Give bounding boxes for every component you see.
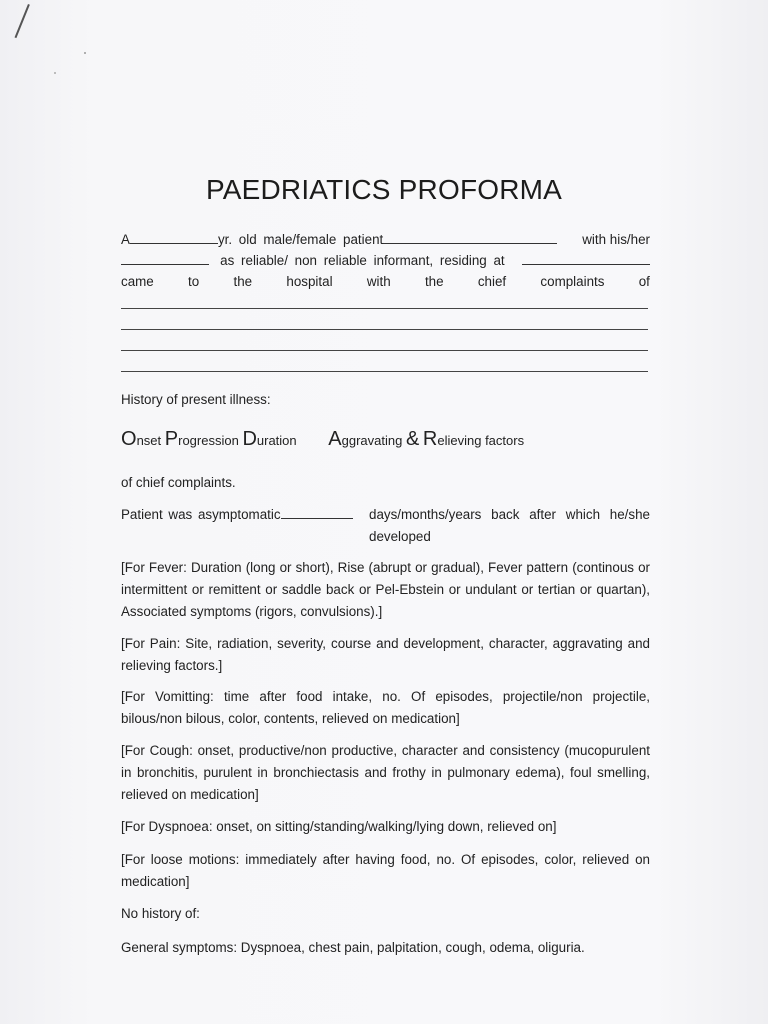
of-chief-complaints: of chief complaints. — [121, 475, 236, 490]
word: complaints — [540, 274, 605, 289]
complaint-line-1[interactable] — [121, 308, 648, 309]
word: came — [121, 274, 154, 289]
dyspnoea-para: [For Dyspnoea: onset, on sitting/standing/walking/lying down, relieved on] — [121, 819, 557, 834]
opd-rest: elieving factors — [437, 433, 525, 448]
intro-line-2 — [121, 250, 650, 272]
word: hospital — [286, 274, 333, 289]
word: of — [638, 274, 650, 289]
history-heading: History of present illness: — [121, 392, 271, 407]
speck — [84, 52, 86, 54]
opd-cap: D — [242, 428, 257, 450]
opd-cap: P — [164, 428, 179, 450]
opd-cap: & — [405, 428, 420, 450]
general-symptoms: General symptoms: Dyspnoea, chest pain, palpitation, cough, odema, oliguria. — [121, 940, 585, 955]
patient-name-blank[interactable] — [383, 229, 557, 244]
intro-line-3 — [121, 271, 650, 293]
word: the — [233, 274, 253, 289]
document-title: PAEDRIATICS PROFORMA — [205, 174, 563, 205]
opd-rest: uration — [256, 433, 297, 448]
no-history-heading: No history of: — [121, 906, 200, 921]
informant-blank[interactable] — [121, 250, 209, 265]
complaint-line-2[interactable] — [121, 329, 648, 330]
speck — [54, 72, 56, 74]
word: with — [366, 274, 391, 289]
intro-a: A — [121, 232, 130, 247]
vomiting-para: [For Vomitting: time after food intake, no. Of episodes, projectile/non projectile, bilous/non bilous, color, contents, relieved on medication] — [121, 689, 650, 726]
cough-para: [For Cough: onset, productive/non productive, character and consistency (mucopurulent in bronchitis, purulent in bronchiectasis and frothy in pulmonary edema), foul smelling, relieved on medication] — [121, 743, 650, 802]
fever-para: [For Fever: Duration (long or short), Rise (abrupt or gradual), Fever pattern (continous or intermittent or remittent or saddle back or Pel-Ebstein or undulant or tertian or quartan), Associated symptoms (rigors, convulsions).] — [121, 560, 650, 619]
asymptomatic-tail — [369, 504, 650, 548]
duration-blank[interactable] — [281, 504, 353, 519]
asymptomatic-tail-text: days/months/years back after which he/she developed — [369, 507, 650, 544]
opd-rest: nset — [136, 433, 162, 448]
opd-cap: A — [328, 428, 342, 450]
opd-cap: R — [422, 428, 438, 450]
intro-informant: as reliable/ non reliable informant, residing at — [220, 253, 505, 268]
opd-rest: ggravating — [341, 433, 403, 448]
loose-motions-para: [For loose motions: immediately after having food, no. Of episodes, color, relieved on medication] — [121, 852, 650, 889]
asymptomatic-text: Patient was asymptomatic — [121, 507, 281, 522]
intro-line-1 — [121, 229, 650, 251]
intro-his-her: with his/her — [582, 232, 650, 247]
age-blank[interactable] — [130, 229, 218, 244]
word: chief — [477, 274, 507, 289]
word: the — [424, 274, 444, 289]
complaint-line-3[interactable] — [121, 350, 648, 351]
pain-para: [For Pain: Site, radiation, severity, course and development, character, aggravating and relieving factors.] — [121, 636, 650, 673]
complaint-line-4[interactable] — [121, 371, 648, 372]
opd-rest: rogression — [178, 433, 239, 448]
opd-cap: O — [121, 428, 137, 450]
intro-yr: yr. old male/female patient — [217, 232, 384, 247]
residence-blank[interactable] — [522, 250, 650, 265]
pen-mark — [15, 4, 30, 38]
word: to — [188, 274, 200, 289]
opd-mnemonic — [121, 428, 524, 451]
